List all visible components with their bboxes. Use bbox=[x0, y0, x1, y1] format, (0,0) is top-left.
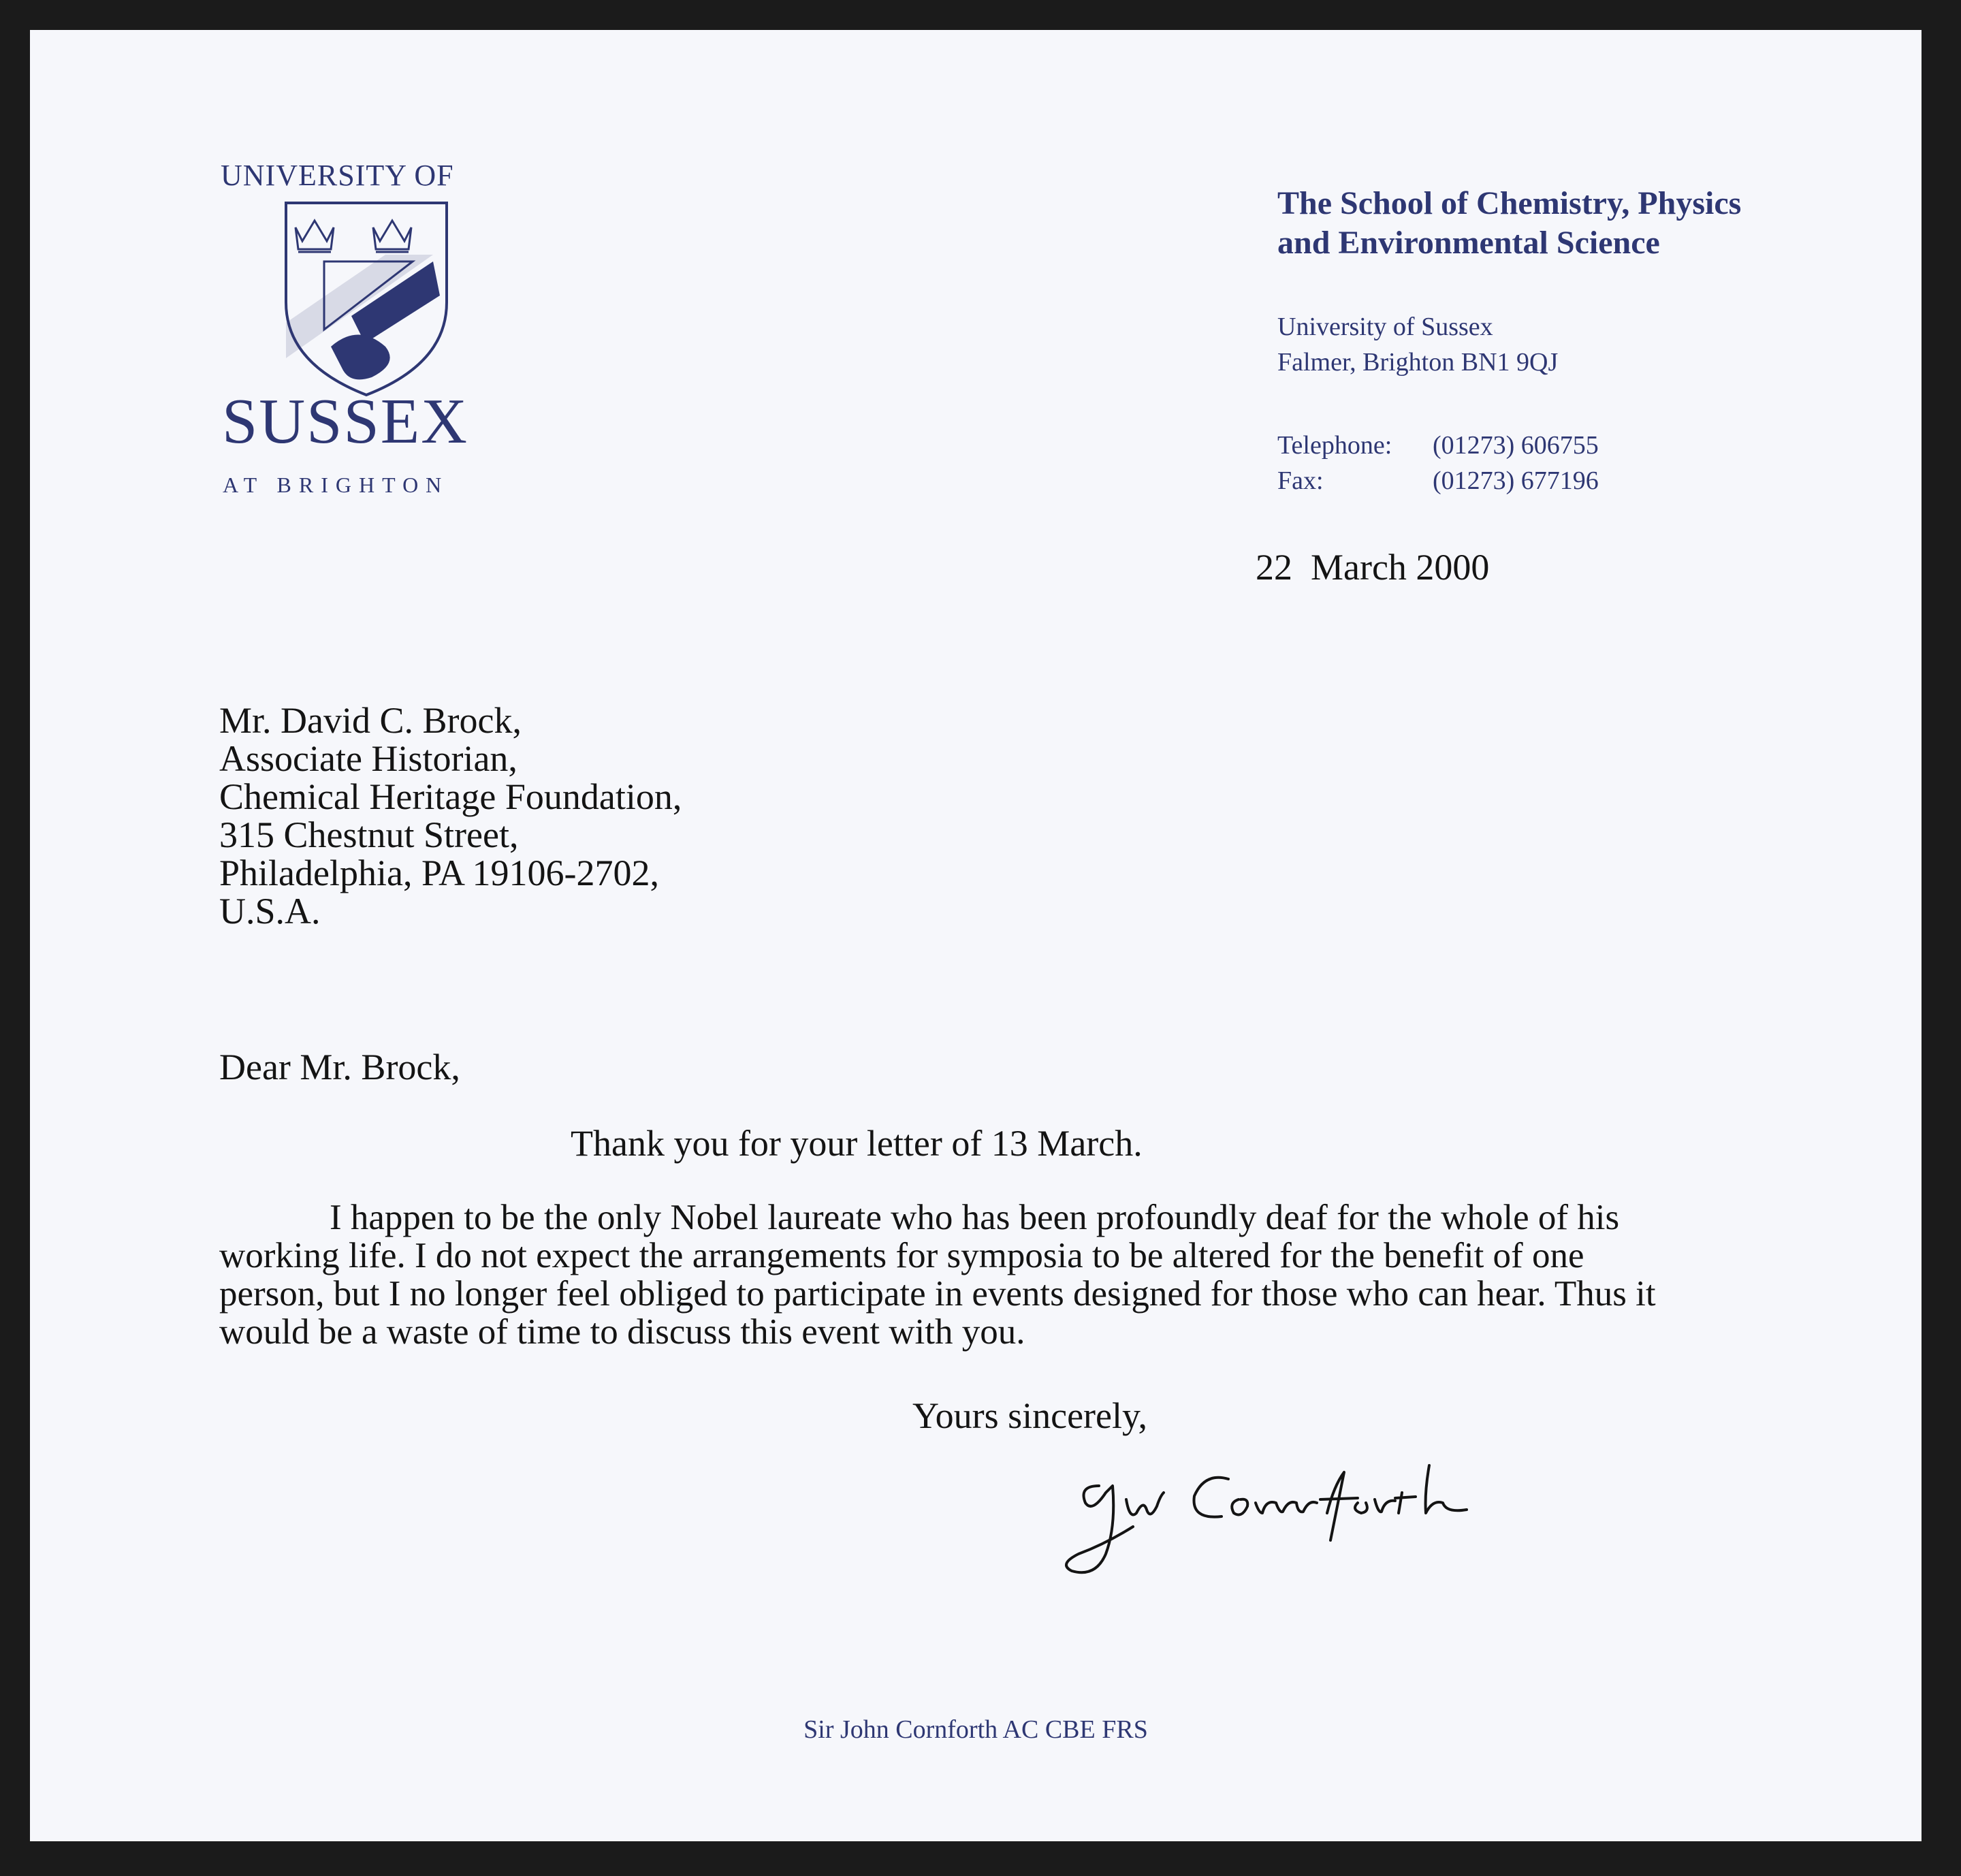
fax-value: (01273) 677196 bbox=[1433, 466, 1599, 495]
fax-row bbox=[1277, 463, 1599, 498]
salutation: Dear Mr. Brock, bbox=[219, 1047, 460, 1087]
telephone-row bbox=[1277, 428, 1599, 463]
recipient-line: Mr. David C. Brock, bbox=[219, 700, 522, 741]
department-line-2: and Environmental Science bbox=[1277, 225, 1660, 261]
recipient-line: Chemical Heritage Foundation, bbox=[219, 776, 682, 817]
contact-block bbox=[1277, 428, 1599, 498]
recipient-line: U.S.A. bbox=[219, 891, 321, 932]
at-brighton-text: AT BRIGHTON bbox=[223, 473, 449, 497]
body-paragraph-1: Thank you for your letter of 13 March. bbox=[571, 1123, 1143, 1164]
recipient-address bbox=[219, 701, 682, 930]
letter-page bbox=[30, 30, 1922, 1841]
telephone-label: Telephone: bbox=[1277, 431, 1392, 460]
address-line-2: Falmer, Brighton BN1 9QJ bbox=[1277, 348, 1559, 377]
department-name bbox=[1277, 184, 1741, 263]
handwritten-signature bbox=[1058, 1445, 1494, 1581]
recipient-line: Associate Historian, bbox=[219, 738, 517, 779]
fax-label: Fax: bbox=[1277, 466, 1324, 495]
letter-date: 22 March 2000 bbox=[1256, 547, 1490, 588]
signatory-footer: Sir John Cornforth AC CBE FRS bbox=[803, 1715, 1148, 1744]
closing: Yours sincerely, bbox=[912, 1395, 1147, 1436]
address-line-1: University of Sussex bbox=[1277, 313, 1493, 341]
university-crest-logo bbox=[283, 200, 449, 398]
university-address bbox=[1277, 309, 1558, 380]
department-line-1: The School of Chemistry, Physics bbox=[1277, 185, 1742, 221]
body-paragraph-2: I happen to be the only Nobel laureate who has been profoundly deaf for the whole of his working life. I do not expect the arrangements for symposia to be altered for the benefit of one person, but I no longer feel obliged to participate in events designed for those who can hear. Thus it would be a waste of time to discuss this event with you. bbox=[219, 1198, 1656, 1352]
recipient-line: 315 Chestnut Street, bbox=[219, 814, 519, 855]
telephone-value: (01273) 606755 bbox=[1433, 431, 1599, 460]
sussex-wordmark: SUSSEX bbox=[222, 386, 469, 457]
university-of-text: UNIVERSITY OF bbox=[221, 159, 454, 192]
recipient-line: Philadelphia, PA 19106-2702, bbox=[219, 853, 660, 893]
